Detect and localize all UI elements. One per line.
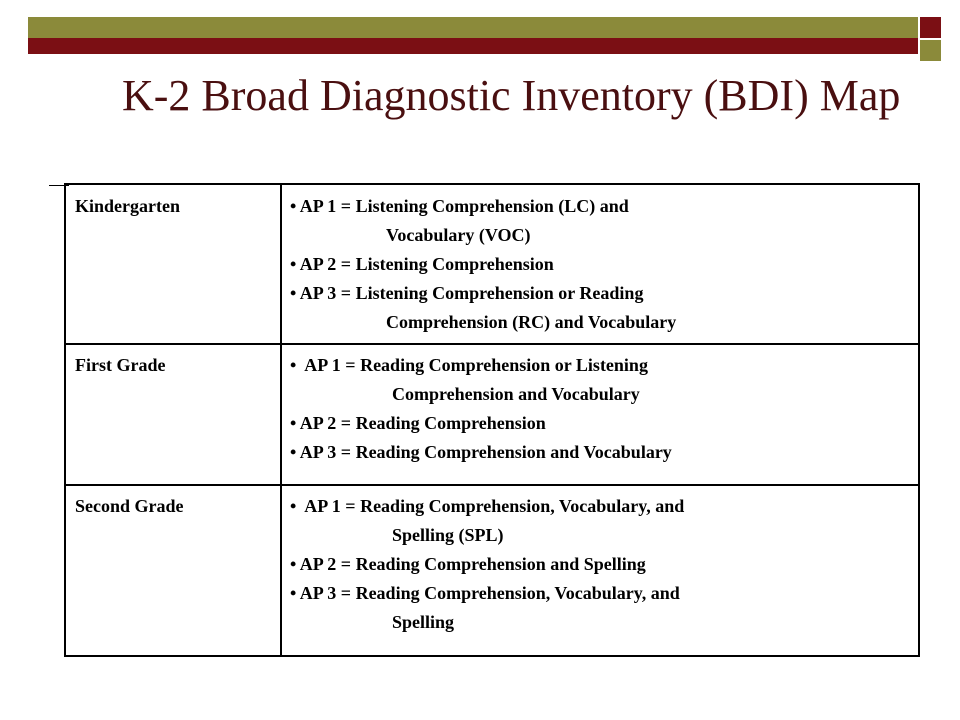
table-row-second-grade [65,485,919,656]
table-row-first-grade [65,344,919,485]
ap-line-continued: Spelling (SPL) [392,525,504,545]
ap-line-continued: Comprehension (RC) and Vocabulary [386,312,677,332]
slide-title: K-2 Broad Diagnostic Inventory (BDI) Map [122,71,901,120]
ap-line-continued: Vocabulary (VOC) [386,225,531,245]
ap-line: • AP 3 = Reading Comprehension and Vocabulary [290,442,672,462]
table-row-kindergarten [65,184,919,344]
ap-line: • AP 3 = Reading Comprehension, Vocabulary, and [290,583,680,603]
ap-line: • AP 1 = Reading Comprehension, Vocabulary, and [290,496,685,516]
corner-square-maroon [920,17,941,38]
header-bar-maroon [28,38,918,54]
assessment-cell [281,344,919,485]
ap-line-continued: Spelling [392,612,455,632]
grade-cell: Second Grade [65,485,281,656]
bdi-map-table [64,183,920,657]
ap-line-continued: Comprehension and Vocabulary [392,384,640,404]
assessment-cell [281,485,919,656]
ap-line: • AP 1 = Reading Comprehension or Listening [290,355,648,375]
header-bar-olive [28,17,918,38]
ap-line: • AP 3 = Listening Comprehension or Reading [290,283,644,303]
ap-line: • AP 2 = Reading Comprehension [290,413,546,433]
ap-line: • AP 2 = Listening Comprehension [290,254,554,274]
assessment-cell [281,184,919,344]
ap-line: • AP 1 = Listening Comprehension (LC) and [290,196,629,216]
corner-square-olive [920,40,941,61]
grade-cell: Kindergarten [65,184,281,344]
ap-line: • AP 2 = Reading Comprehension and Spelling [290,554,646,574]
grade-cell: First Grade [65,344,281,485]
